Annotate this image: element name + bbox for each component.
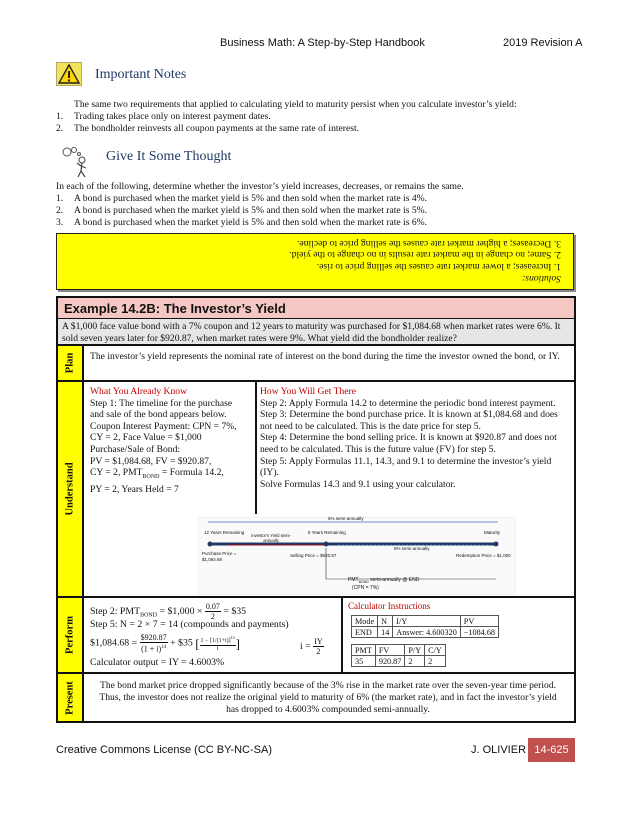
plan-text: The investor’s yield represents the nominal rate of interest on the bond during the time the investor owned the bond, or IY. (90, 351, 560, 362)
warning-icon (56, 62, 82, 86)
perform-side-label: Perform (58, 598, 84, 674)
divider (255, 382, 257, 514)
timeline-left-label: 12 Years Remaining (204, 530, 245, 535)
table-row (352, 616, 499, 627)
divider (84, 596, 574, 598)
give-thought-title: Give It Some Thought (106, 149, 232, 164)
important-intro: The same two requirements that applied to calculating yield to maturity persist when you calculate investor’s yield: (74, 99, 517, 110)
present-text: The bond market price dropped significantly because of the 3% rise in the market rate over the seven-year time period. Thus, the investor does not realize the original yield to maturity of 6% (the market rate), and in fact the investor’s yield has dropped to 4.6003% compounded semi-annually. (99, 680, 557, 715)
list-item: 2. The bondholder reinvests all coupon payments at the same rate of interest. (56, 122, 360, 134)
present-side-label: Present (58, 674, 84, 721)
running-header-title: Business Math: A Step-by-Step Handbook (220, 37, 425, 49)
how-you-get-there: How You Will Get There Step 2: Apply Formula 14.2 to determine the periodic bond interest payment. Step 3: Determine the bond purchase price. It is known at $1,084.68 and does not need to be calculated. This is the date price for step 5. Step 4: Determine the bond selling price. It is known at $920.87 and does not need to be calculated. This is the future value (FV) for step 5. Step 5: Apply Formulas 11.1, 14.3, and 9.1 to determine the investor’s yield (IY). Solve Formulas 14.3 and 9.1 using your calculator. (260, 386, 570, 490)
important-notes-title: Important Notes (95, 67, 187, 82)
what-you-know: What You Already Know Step 1: The timeline for the purchase and sale of the bond appears below. Coupon Interest Payment: CPN = 7%, CY = 2, Face Value = $1,000 Purchase/Sale of Bond: PV = $1,084.68, FV = $920.87, CY = 2, $PMT_{BOND}$ = Formula 14.2, PY = 2, Years Held = 7 (90, 386, 254, 495)
table-row (352, 627, 499, 638)
table-cell: 35 (352, 656, 376, 667)
solution-line: 1. Increases; a lower market rate causes the selling price to rise. (316, 261, 561, 273)
solutions-box (56, 233, 574, 290)
know-heading: What You Already Know (90, 386, 187, 397)
perform-equation: $1,084.68 = $\frac{\$920.87}{(1 + i)^{14}}$ + $35 [ $\frac{1 - [1/(1+i)]^{14}}{i}$ ] i = $\frac{IY}{2}$ (90, 633, 323, 656)
solutions-upside-down (101, 237, 561, 284)
table-row (352, 656, 446, 667)
table-cell: C/Y (425, 645, 446, 656)
timeline-selling-label: Selling Price = $920.87 (290, 553, 337, 558)
calc-table-1 (351, 615, 499, 638)
calc-instructions-title: Calculator Instructions (348, 601, 431, 611)
table-cell: P/Y (405, 645, 425, 656)
list-item: 1. Trading takes place only on interest payment dates. (56, 111, 271, 122)
table-cell: 14 (378, 627, 393, 638)
perform-steps: Step 2: $PMT_{BOND}$ = $1,000 × $\frac{0.07}{2}$ = $35 Step 5: N = 2 × 7 = 14 (compounds and payments) $1,084.68 = $\frac{\$920.87}{(1 + i)^{14}}$ + $35 [ $\frac{1 - [1/(1+i)]^{14}}{i}$ ] i = $\frac{IY}{2}$ Calculator output = IY = 4.6003% (90, 602, 340, 669)
understand-side-label: Understand (58, 382, 84, 598)
table-row (352, 645, 446, 656)
table-cell: I/Y (393, 616, 461, 627)
timeline-diagram (198, 517, 516, 595)
timeline-right-label: Maturity (484, 530, 501, 535)
divider (84, 380, 574, 382)
example-box (56, 296, 576, 723)
table-cell: 2 (425, 656, 446, 667)
table-cell: FV (375, 645, 405, 656)
timeline-redemption-label: Redemption Price = $1,000 (456, 553, 511, 558)
table-cell: PMT (352, 645, 376, 656)
thought-list (56, 193, 427, 228)
solutions-label: Solutions: (522, 273, 561, 285)
calc-table-2 (351, 644, 446, 667)
table-cell: 2 (405, 656, 425, 667)
example-title: Example 14.2B: The Investor’s Yield (58, 298, 574, 319)
table-cell: N (378, 616, 393, 627)
solution-line: 2. Same; no change in the market rate results in no change to the yield. (289, 249, 561, 261)
list-item: 2. A bond is purchased when the market yield is 5% and then sold when the market rate is 5%. (56, 204, 428, 216)
footer-author: J. OLIVIER (471, 744, 527, 756)
footer-license: Creative Commons License (CC BY-NC-SA) (56, 744, 272, 756)
table-cell: Answer: 4.600320 (393, 627, 461, 638)
divider (84, 672, 574, 674)
table-cell: END (352, 627, 378, 638)
important-list (56, 111, 359, 135)
timeline-purchase: Purchase Price = $1,084.68 (202, 551, 237, 562)
table-cell: PV (460, 616, 498, 627)
timeline-iy-label: Investor’s Yield semi-annually (251, 533, 291, 543)
solution-line: 3. Decreases; a higher market rate causes the selling price to decline. (297, 237, 561, 249)
timeline-top-label: 5% semi-annually (328, 516, 364, 521)
list-item: 1. A bond is purchased when the market yield is 5% and then sold when the market rate is 4%. (56, 193, 428, 204)
how-heading: How You Will Get There (260, 386, 356, 397)
divider (341, 598, 343, 672)
page-number: 14-625 (528, 738, 575, 762)
plan-side-label: Plan (58, 346, 84, 382)
timeline-mid-label: 5 Years Remaining (308, 530, 346, 535)
example-problem: A $1,000 face value bond with a 7% coupon and 12 years to maturity was purchased for $1,084.68 when market rates were 6%. It sold seven years later for $920.87, when market rates were 9%. What yield did the bondholder realize? (58, 319, 574, 346)
list-item: 3. A bond is purchased when the market yield is 5% and then sold when the market rate is 6%. (56, 216, 428, 228)
thought-intro: In each of the following, determine whether the investor’s yield increases, decreases, or remains the same. (56, 181, 464, 192)
thinking-figure-icon (58, 146, 92, 178)
timeline-pmt-label: $PMT_{BOND}$ semi-annually @ END (CPN = 7%) (348, 577, 420, 591)
table-cell: Mode (352, 616, 378, 627)
table-cell: 920.87 (375, 656, 405, 667)
running-header-revision: 2019 Revision A (503, 37, 583, 49)
timeline-nine-label: 9% semi-annually (394, 546, 430, 551)
table-cell: −1084.68 (460, 627, 498, 638)
